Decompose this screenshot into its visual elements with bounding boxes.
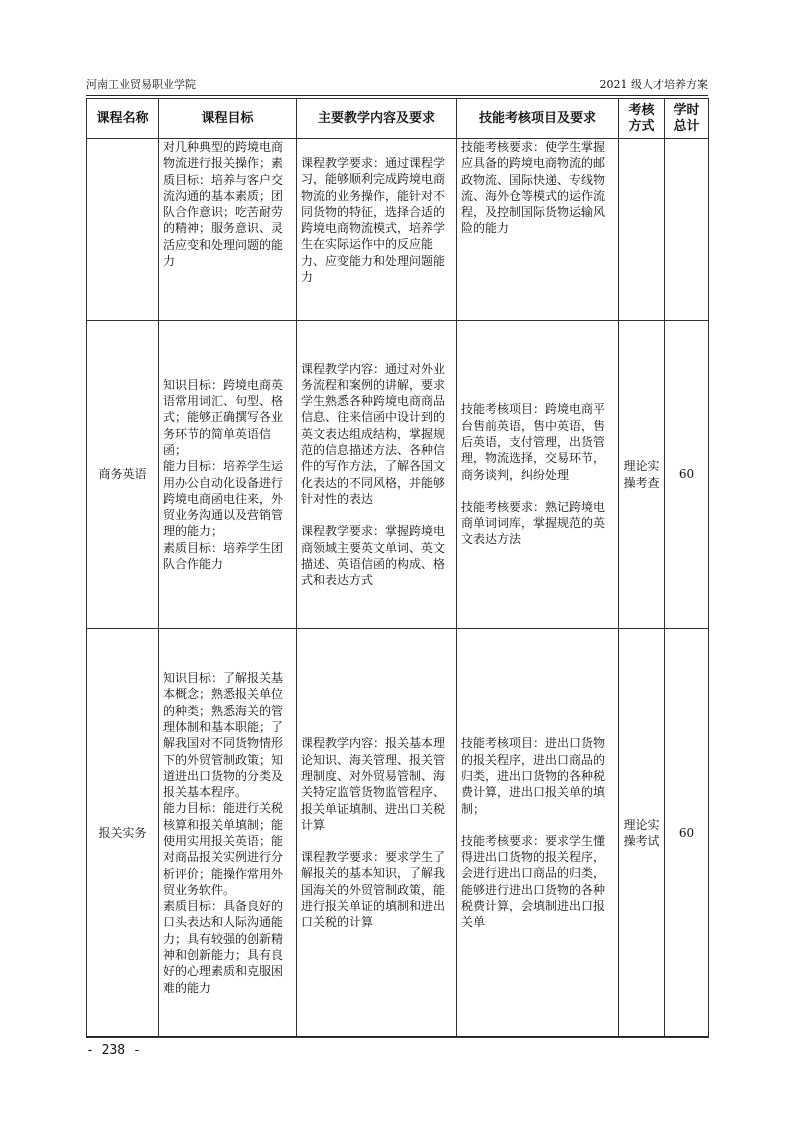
knowledge-goal: 知识目标：了解报关基本概念；熟悉报关单位的种类；熟悉海关的管理体制和基本职能；了解我国对不同货物情形下的外贸管制政策；知道进出口货物的分类及报关基本程序。 (163, 671, 284, 800)
skill-cell: 技能考核要求：使学生掌握应具备的跨境电商物流的邮政物流、国际快递、专线物流、海外仓等模式的运作流程，及控制国际货物运输风险的能力 (457, 139, 619, 321)
skill-cell (457, 629, 619, 1038)
col-header-course-goal: 课程目标 (159, 99, 297, 139)
hours-cell: 60 (665, 321, 709, 629)
col-header-course-name: 课程名称 (87, 99, 159, 139)
content-cell (297, 139, 457, 321)
content-cell (297, 321, 457, 629)
course-name-cell: 报关实务 (87, 629, 159, 1038)
content-requirement: 课程教学要求：要求学生了解报关的基本知识，了解我国海关的外贸管制政策，能进行报关单证的填制和进出口关税的计算 (301, 850, 446, 930)
content-requirement: 课程教学要求：通过课程学习，能够顺利完成跨境电商物流的业务操作，能针对不同货物的特征，选择合适的跨境电商物流模式，培养学生在实际运作中的反应能力、应变能力和处理问题能力 (301, 156, 446, 285)
content-teaching: 课程教学内容：报关基本理论知识、海关管理、报关管理制度、对外贸易管制、海关特定监管货物监管程序、报关单证填制、进出口关税计算 (301, 736, 446, 832)
page-header (86, 77, 708, 93)
skill-project: 技能考核项目：进出口货物的报关程序，进出口商品的归类，进出口货物的各种税费计算，进出口报关单的填制； (461, 736, 606, 816)
table-row (87, 629, 709, 1038)
knowledge-goal: 知识目标：跨境电商英语常用词汇、句型、格式；能够正确撰写各业务环节的简单英语信函； (163, 377, 284, 457)
course-name-cell: 商务英语 (87, 321, 159, 629)
course-goal-cell (159, 321, 297, 629)
course-name-cell (87, 139, 159, 321)
hours-cell (665, 139, 709, 321)
content-cell (297, 629, 457, 1038)
quality-goal: 素质目标：具备良好的口头表达和人际沟通能力；具有较强的创新精神和创新能力；具有良好的心理素质和克服困难的能力 (163, 899, 284, 995)
quality-goal: 素质目标：培养学生团队合作能力 (163, 540, 284, 571)
skill-requirement: 技能考核要求：要求学生懂得进出口货物的报关程序，会进行进出口商品的归类，能够进行进出口货物的各种税费计算，会填制进出口报关单 (461, 833, 606, 930)
method-cell (619, 139, 665, 321)
col-header-skill: 技能考核项目及要求 (457, 99, 619, 139)
col-header-hours: 学时总计 (665, 99, 709, 139)
content-requirement: 课程教学要求：掌握跨境电商领域主要英文单词、英文描述、英语信函的构成、格式和表达方式 (301, 524, 446, 588)
table-row (87, 321, 709, 629)
curriculum-table (86, 98, 709, 1038)
skill-requirement: 技能考核要求：熟记跨境电商单词词库，掌握规范的英文表达方法 (461, 499, 606, 547)
skill-cell (457, 321, 619, 629)
method-cell: 理论实操考试 (619, 629, 665, 1038)
skill-project: 技能考核项目：跨境电商平台售前英语，售中英语，售后英语，支付管理，出货管理，物流选择，交易环节，商务谈判，纠纷处理 (461, 402, 606, 482)
hours-cell: 60 (665, 629, 709, 1038)
content-teaching: 课程教学内容：通过对外业务流程和案例的讲解，要求学生熟悉各种跨境电商商品信息、往来信函中设计到的英文表达组成结构，掌握规范的信息描述方法、各种信件的写作方法，了解各国文化表达的不同风格，并能够针对性的表达 (301, 361, 446, 506)
col-header-content: 主要教学内容及要求 (297, 99, 457, 139)
school-name: 河南工业贸易职业学院 (86, 78, 196, 91)
table-header-row (87, 99, 709, 139)
method-cell: 理论实操考查 (619, 321, 665, 629)
plan-title: 2021 级人才培养方案 (599, 78, 708, 91)
page-number: - 238 - (86, 1043, 141, 1058)
course-goal-cell (159, 629, 297, 1038)
header-rule (86, 95, 708, 96)
ability-goal: 能力目标：培养学生运用办公自动化设备进行跨境电商函电往来，外贸业务沟通以及营销管理的能力； (163, 459, 284, 539)
course-goal-cell: 对几种典型的跨境电商物流进行报关操作；素质目标：培养与客户交流沟通的基本素质；团队合作意识；吃苦耐劳的精神；服务意识、灵活应变和处理问题的能力 (159, 139, 297, 321)
col-header-method: 考核方式 (619, 99, 665, 139)
ability-goal: 能力目标：能进行关税核算和报关单填制；能使用实用报关英语；能对商品报关实例进行分析评价；能操作常用外贸业务软件。 (163, 801, 284, 897)
table-row (87, 139, 709, 321)
footer-rule (86, 1036, 708, 1037)
